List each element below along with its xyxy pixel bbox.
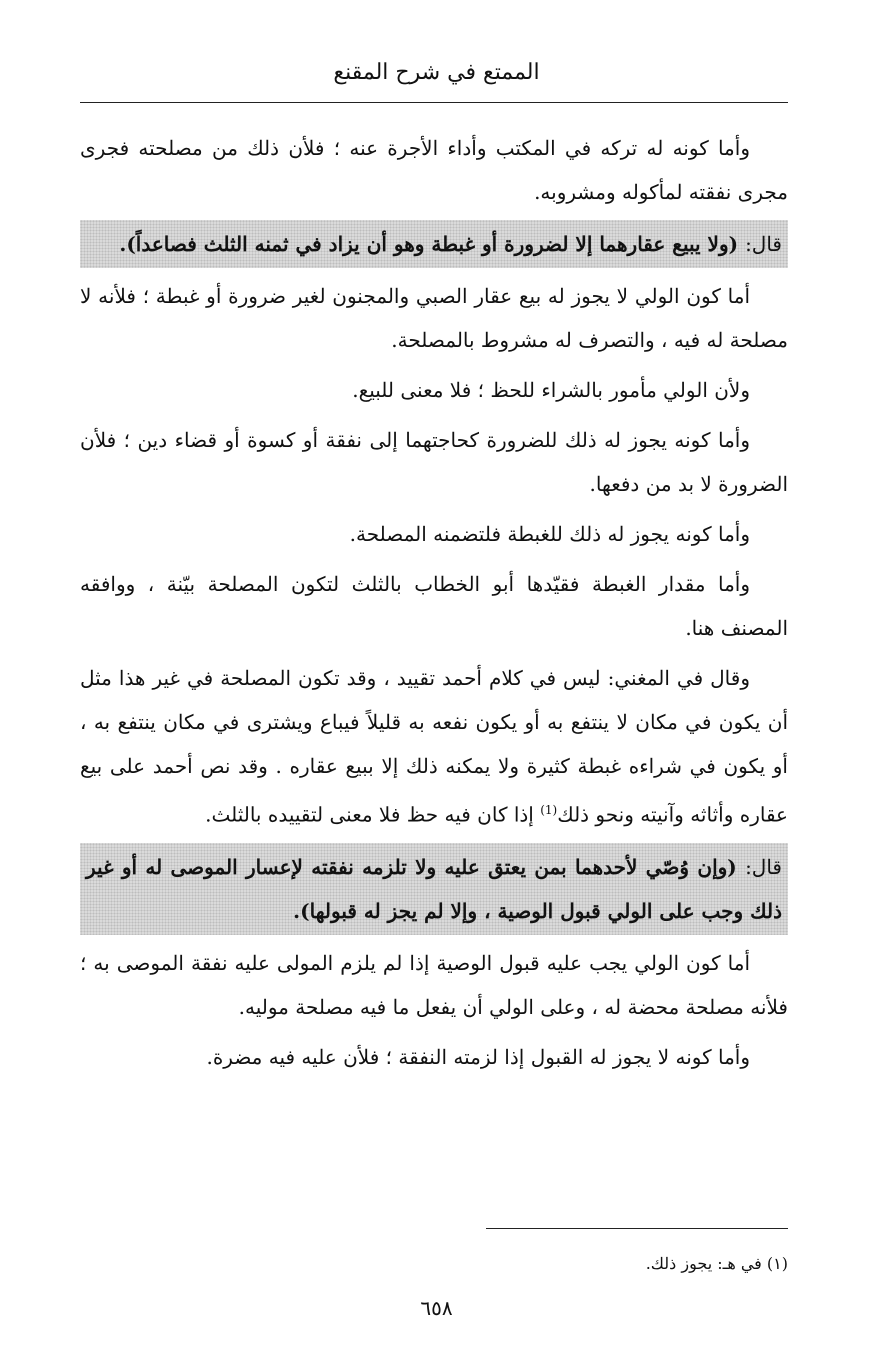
paragraph: ولأن الولي مأمور بالشراء للحظ ؛ فلا معنى للبيع. [352,378,750,402]
paragraph-text-before: وقال في المغني: ليس في كلام أحمد تقييد ، وقد تكون المصلحة في غير هذا مثل أن يكون في مكان لا ينتفع به أو يكون نفعه به قليلاً فيباع ويشترى في مكان ينتفع به ، أو يكون في شراءه غبطة كثيرة ولا يمكنه ذلك إلا ببيع عقاره . وقد نص أحمد على بيع عقاره وأثاثه وآنيته ونحو ذلك [80,666,788,827]
paragraph: أما كون الولي يجب عليه قبول الوصية إذا لم يلزم المولى عليه نفقة الموصى به ؛ فلأنه مصلحة محضة له ، وعلى الولي أن يفعل ما فيه مصلحة موليه. [80,950,788,1019]
paragraph: أما كون الولي لا يجوز له بيع عقار الصبي والمجنون لغير ضرورة أو غبطة ؛ فلأنه لا مصلحة له فيه ، والتصرف له مشروط بالمصلحة. [80,284,788,352]
paragraph: وأما كونه لا يجوز له القبول إذا لزمته النفقة ؛ فلأن عليه فيه مضرة. [206,1044,750,1069]
footnote-rule [486,1228,788,1229]
matn-label: قال: [745,854,782,879]
paragraph: وأما كونه يجوز له ذلك للضرورة كحاجتهما إلى نفقة أو كسوة أو قضاء دين ؛ فلأن الضرورة لا بد من دفعها. [80,428,788,496]
matn-text: (وإن وُصّي لأحدهما بمن يعتق عليه ولا تلزمه نفقته لإعسار الموصى له أو غير ذلك وجب على الولي قبول الوصية ، وإلا لم يجز له قبولها). [86,854,782,923]
footnote: (١) في هـ: يجوز ذلك. [645,1254,788,1273]
paragraph: وأما مقدار الغبطة فقيّدها أبو الخطاب بالثلث لتكون المصلحة بيّنة ، ووافقه المصنف هنا. [80,572,788,640]
matn-text: (ولا يبيع عقارهما إلا لضرورة أو غبطة وهو أن يزاد في ثمنه الثلث فصاعداً). [119,232,739,256]
paragraph: وأما كونه له تركه في المكتب وأداء الأجرة عنه ؛ فلأن ذلك من مصلحته فجرى مجرى نفقته لمأكوله ومشروبه. [80,136,788,204]
header-rule [80,102,788,103]
footnote-marker: (1) [540,803,558,817]
matn-block [80,843,788,935]
page-body [80,126,788,1085]
paragraph-text-after: إذا كان فيه حظ فلا معنى لتقييده بالثلث. [205,802,541,827]
matn-block [80,220,788,268]
running-header: الممتع في شرح المقنع [333,60,540,85]
paragraph: وأما كونه يجوز له ذلك للغبطة فلتضمنه المصلحة. [349,522,750,546]
paragraph-with-footnote [80,656,788,837]
matn-label: قال: [745,232,782,256]
page-number: ٦٥٨ [420,1296,453,1320]
